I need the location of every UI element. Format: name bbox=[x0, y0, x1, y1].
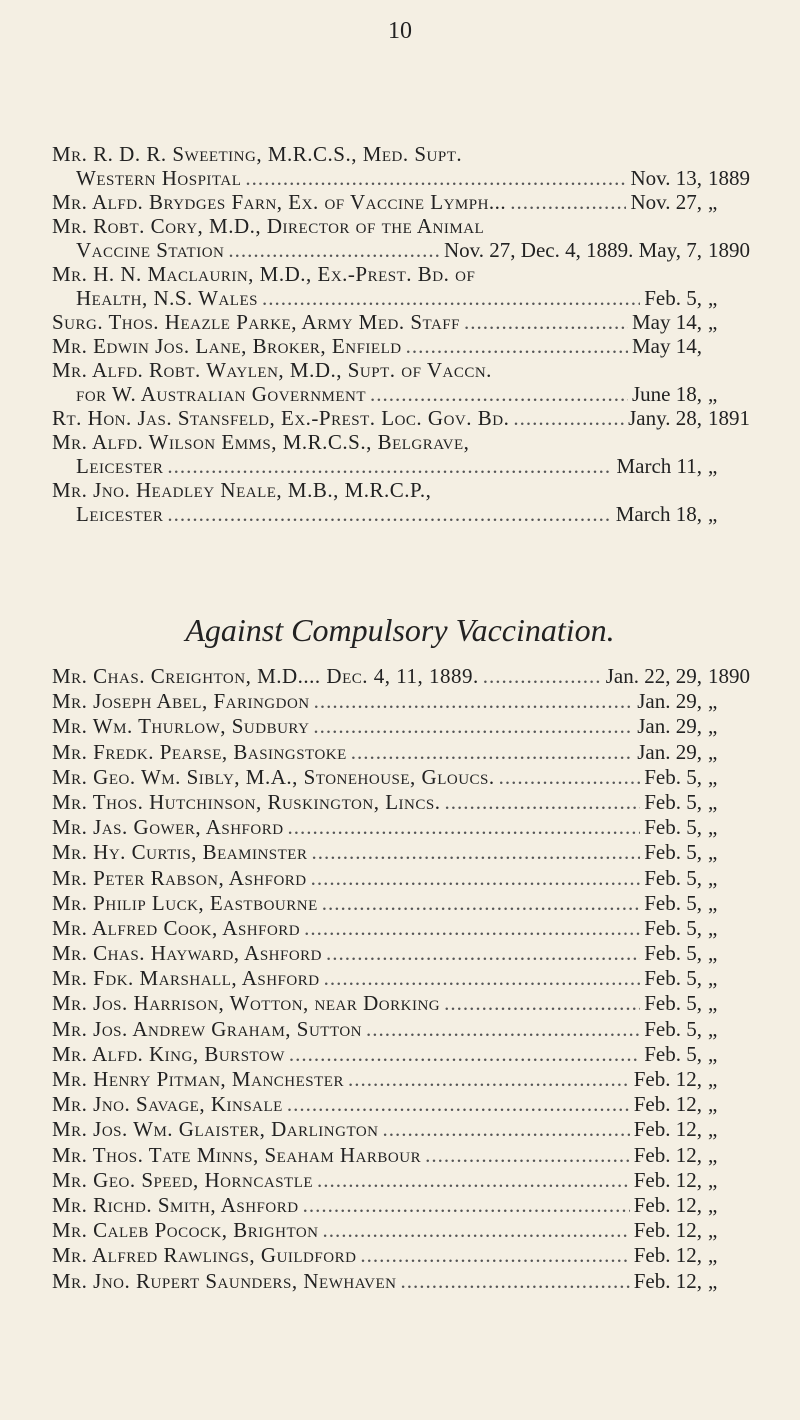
entry-line bbox=[52, 406, 772, 430]
entry-date: Feb. 12, bbox=[633, 1142, 702, 1167]
entry-date: Feb. 12, bbox=[633, 1243, 702, 1268]
entry-year: „ bbox=[708, 454, 718, 478]
entry-name: Mr. Alfd. King, Burstow bbox=[52, 1041, 285, 1066]
entry-date: Feb. 5, bbox=[644, 1041, 702, 1066]
entry-date: Feb. 12, bbox=[633, 1167, 702, 1192]
leader-dots bbox=[366, 1017, 640, 1041]
entry-line bbox=[52, 1269, 772, 1293]
list-item bbox=[52, 358, 772, 406]
entry-year: „ bbox=[708, 502, 718, 526]
page-number: 10 bbox=[388, 18, 412, 44]
leader-dots bbox=[228, 238, 440, 262]
entry-date: Jan. 29, bbox=[637, 714, 702, 739]
entry-date: Nov. 13, bbox=[630, 166, 702, 190]
leader-dots bbox=[326, 941, 640, 965]
entry-year: „ bbox=[708, 840, 718, 865]
leader-dots bbox=[289, 1042, 640, 1066]
entry-line bbox=[52, 334, 772, 358]
entry-name: Mr. Fredk. Pearse, Basingstoke bbox=[52, 739, 347, 764]
entry-year: „ bbox=[708, 991, 718, 1016]
entry-line bbox=[52, 815, 772, 839]
entry-line bbox=[52, 740, 772, 764]
entry-date: Feb. 5, bbox=[644, 941, 702, 966]
entry-line bbox=[52, 1067, 772, 1091]
entry-year: „ bbox=[708, 966, 718, 991]
vaccination-supporters-list bbox=[52, 142, 772, 526]
leader-dots bbox=[383, 1117, 630, 1141]
entry-year: „ bbox=[708, 1218, 718, 1243]
entry-name: Mr. Thos. Tate Minns, Seaham Harbour bbox=[52, 1142, 422, 1167]
entry-year: 1890 bbox=[708, 238, 750, 262]
entry-name: Health, N.S. Wales bbox=[76, 286, 258, 310]
entry-line bbox=[52, 941, 772, 965]
list-item bbox=[52, 740, 772, 765]
leader-dots bbox=[406, 334, 628, 358]
list-item bbox=[52, 214, 772, 262]
entry-name: Mr. Alfd. Brydges Farn, Ex. of Vaccine Lymph... bbox=[52, 190, 507, 214]
list-item bbox=[52, 714, 772, 739]
entry-name: for W. Australian Government bbox=[76, 382, 367, 406]
list-item bbox=[52, 1017, 772, 1042]
entry-line bbox=[52, 1117, 772, 1141]
entry-year: „ bbox=[708, 1243, 718, 1268]
entry-year: „ bbox=[708, 689, 718, 714]
entry-year: „ bbox=[708, 382, 718, 406]
list-item bbox=[52, 866, 772, 891]
entry-year: 1890 bbox=[708, 664, 750, 688]
leader-dots bbox=[304, 916, 640, 940]
entry-name: Mr. Jno. Rupert Saunders, Newhaven bbox=[52, 1268, 397, 1293]
entry-line bbox=[52, 1168, 772, 1192]
entry-date: Jan. 29, bbox=[637, 739, 702, 764]
entry-date: Feb. 5, bbox=[644, 1016, 702, 1041]
entry-date: Feb. 5, bbox=[644, 915, 702, 940]
entry-line bbox=[52, 664, 772, 688]
list-item bbox=[52, 815, 772, 840]
leader-dots bbox=[167, 502, 611, 526]
entry-year: „ bbox=[708, 1142, 718, 1167]
list-item bbox=[52, 1117, 772, 1142]
leader-dots bbox=[303, 1193, 630, 1217]
entry-line bbox=[52, 840, 772, 864]
entry-line bbox=[52, 991, 772, 1015]
entry-date: June 18, bbox=[632, 382, 702, 406]
entry-year: „ bbox=[708, 915, 718, 940]
entry-year: „ bbox=[708, 941, 718, 966]
entry-date: Feb. 12, bbox=[633, 1218, 702, 1243]
entry-year: „ bbox=[708, 1092, 718, 1117]
leader-dots bbox=[288, 815, 641, 839]
entry-line bbox=[52, 358, 772, 382]
entry-date: Feb. 5, bbox=[644, 840, 702, 865]
leader-dots bbox=[400, 1269, 629, 1293]
leader-dots bbox=[314, 689, 634, 713]
list-item bbox=[52, 664, 772, 689]
list-item bbox=[52, 790, 772, 815]
entry-date: May 14, bbox=[632, 334, 702, 358]
entry-name: Mr. Geo. Speed, Horncastle bbox=[52, 1167, 314, 1192]
entry-date: Feb. 5, bbox=[644, 815, 702, 840]
entry-name: Mr. Jno. Headley Neale, M.B., M.R.C.P., bbox=[52, 478, 432, 502]
entry-line bbox=[52, 891, 772, 915]
leader-dots bbox=[513, 406, 624, 430]
leader-dots bbox=[323, 1218, 630, 1242]
list-item bbox=[52, 142, 772, 190]
entry-line bbox=[52, 214, 772, 238]
entry-year: „ bbox=[708, 865, 718, 890]
entry-name: Mr. Fdk. Marshall, Ashford bbox=[52, 966, 320, 991]
entry-line bbox=[52, 190, 772, 214]
leader-dots bbox=[510, 190, 626, 214]
entry-year: 1891 bbox=[708, 406, 750, 430]
list-item bbox=[52, 1218, 772, 1243]
entry-year: „ bbox=[708, 1016, 718, 1041]
list-item bbox=[52, 891, 772, 916]
entry-line bbox=[52, 1042, 772, 1066]
entry-date: Feb. 5, bbox=[644, 966, 702, 991]
entry-date: Feb. 5, bbox=[644, 991, 702, 1016]
entry-name: Mr. Philip Luck, Eastbourne bbox=[52, 890, 318, 915]
entry-line bbox=[52, 286, 772, 310]
entry-name: Mr. Alfred Rawlings, Guildford bbox=[52, 1243, 357, 1268]
entry-date: Jan. 29, bbox=[637, 689, 702, 714]
entry-name: Mr. Robt. Cory, M.D., Director of the Animal bbox=[52, 214, 485, 238]
entry-name: Mr. Jos. Harrison, Wotton, near Dorking bbox=[52, 991, 441, 1016]
entry-line bbox=[52, 916, 772, 940]
entry-year: „ bbox=[708, 310, 718, 334]
list-item bbox=[52, 334, 772, 358]
list-item bbox=[52, 1143, 772, 1168]
entry-line bbox=[52, 1218, 772, 1242]
entry-name: Mr. Alfred Cook, Ashford bbox=[52, 915, 301, 940]
list-item bbox=[52, 310, 772, 334]
leader-dots bbox=[167, 454, 612, 478]
leader-dots bbox=[324, 966, 641, 990]
list-item bbox=[52, 941, 772, 966]
list-item bbox=[52, 916, 772, 941]
entry-year: „ bbox=[708, 1041, 718, 1066]
list-item bbox=[52, 190, 772, 214]
entry-line bbox=[52, 1092, 772, 1116]
entry-name: Mr. Jno. Savage, Kinsale bbox=[52, 1092, 283, 1117]
list-item bbox=[52, 689, 772, 714]
entry-line bbox=[52, 454, 772, 478]
leader-dots bbox=[311, 866, 641, 890]
leader-dots bbox=[322, 891, 640, 915]
leader-dots bbox=[287, 1092, 630, 1116]
entry-year: „ bbox=[708, 286, 718, 310]
entry-line bbox=[52, 689, 772, 713]
entry-name: Mr. Chas. Hayward, Ashford bbox=[52, 941, 323, 966]
entry-date: March 18, bbox=[615, 502, 702, 526]
list-item bbox=[52, 262, 772, 310]
list-item bbox=[52, 430, 772, 478]
leader-dots bbox=[444, 790, 640, 814]
entry-name: Mr. Wm. Thurlow, Sudbury bbox=[52, 714, 310, 739]
entry-year: „ bbox=[708, 1268, 718, 1293]
entry-date: Feb. 12, bbox=[633, 1067, 702, 1091]
entry-line bbox=[52, 382, 772, 406]
list-item bbox=[52, 840, 772, 865]
entry-date: Feb. 12, bbox=[633, 1192, 702, 1217]
entry-line bbox=[52, 866, 772, 890]
entry-line bbox=[52, 765, 772, 789]
entry-name: Mr. Peter Rabson, Ashford bbox=[52, 865, 307, 890]
entry-name: Mr. Jos. Wm. Glaister, Darlington bbox=[52, 1117, 379, 1142]
entry-year: „ bbox=[708, 739, 718, 764]
entry-year: „ bbox=[708, 890, 718, 915]
entry-date: Jan. 22, 29, bbox=[605, 664, 702, 688]
leader-dots bbox=[483, 664, 602, 688]
entry-name: Leicester bbox=[76, 502, 164, 526]
leader-dots bbox=[313, 714, 633, 738]
entry-year: „ bbox=[708, 190, 718, 214]
entry-date: Feb. 5, bbox=[644, 890, 702, 915]
leader-dots bbox=[370, 382, 628, 406]
list-item bbox=[52, 991, 772, 1016]
entry-year: „ bbox=[708, 1167, 718, 1192]
leader-dots bbox=[311, 840, 640, 864]
entry-year: „ bbox=[708, 815, 718, 840]
entry-line bbox=[52, 1017, 772, 1041]
entry-date: Feb. 5, bbox=[644, 764, 702, 789]
entry-name: Mr. Jas. Gower, Ashford bbox=[52, 815, 284, 840]
entry-name: Mr. Alfd. Wilson Emms, M.R.C.S., Belgrave, bbox=[52, 430, 470, 454]
entry-name: Mr. Geo. Wm. Sibly, M.A., Stonehouse, Gloucs. bbox=[52, 764, 495, 789]
entry-line bbox=[52, 714, 772, 738]
list-item bbox=[52, 765, 772, 790]
entry-line bbox=[52, 238, 772, 262]
entry-name: Vaccine Station bbox=[76, 238, 225, 262]
entry-name: Mr. Edwin Jos. Lane, Broker, Enfield bbox=[52, 334, 402, 358]
entry-name: Mr. Jos. Andrew Graham, Sutton bbox=[52, 1016, 363, 1041]
leader-dots bbox=[262, 286, 640, 310]
leader-dots bbox=[360, 1243, 629, 1267]
entry-date: Nov. 27, Dec. 4, 1889. May, 7, bbox=[444, 238, 702, 262]
entry-year: „ bbox=[708, 1117, 718, 1142]
leader-dots bbox=[245, 166, 626, 190]
entry-name: Surg. Thos. Heazle Parke, Army Med. Staff bbox=[52, 310, 460, 334]
list-item bbox=[52, 406, 772, 430]
entry-name: Mr. H. N. Maclaurin, M.D., Ex.-Prest. Bd. of bbox=[52, 262, 476, 286]
list-item bbox=[52, 478, 772, 526]
entry-line bbox=[52, 166, 772, 190]
entry-line bbox=[52, 430, 772, 454]
list-item bbox=[52, 966, 772, 991]
section-heading: Against Compulsory Vaccination. bbox=[185, 612, 615, 648]
entry-date: Nov. 27, bbox=[630, 190, 702, 214]
leader-dots bbox=[425, 1143, 630, 1167]
entry-date: Feb. 5, bbox=[644, 286, 702, 310]
leader-dots bbox=[444, 991, 640, 1015]
leader-dots bbox=[499, 765, 641, 789]
entry-name: Mr. Chas. Creighton, M.D.... Dec. 4, 11, 1889. bbox=[52, 664, 479, 688]
entry-line bbox=[52, 478, 772, 502]
entry-name: Mr. Alfd. Robt. Waylen, M.D., Supt. of Vaccn. bbox=[52, 358, 492, 382]
entry-name: Western Hospital bbox=[76, 166, 242, 190]
list-item bbox=[52, 1269, 772, 1294]
entry-line bbox=[52, 310, 772, 334]
list-item bbox=[52, 1042, 772, 1067]
entry-date: May 14, bbox=[632, 310, 702, 334]
entry-year: „ bbox=[708, 764, 718, 789]
entry-date: Feb. 5, bbox=[644, 865, 702, 890]
entry-date: March 11, bbox=[616, 454, 702, 478]
list-item bbox=[52, 1067, 772, 1092]
entry-line bbox=[52, 262, 772, 286]
entry-year: „ bbox=[708, 1192, 718, 1217]
entry-line bbox=[52, 1243, 772, 1267]
entry-line bbox=[52, 142, 772, 166]
entry-line bbox=[52, 790, 772, 814]
entry-line bbox=[52, 1143, 772, 1167]
leader-dots bbox=[317, 1168, 630, 1192]
entry-name: Mr. Thos. Hutchinson, Ruskington, Lincs. bbox=[52, 789, 441, 814]
leader-dots bbox=[348, 1067, 630, 1091]
entry-year: „ bbox=[708, 789, 718, 814]
entry-name: Mr. Caleb Pocock, Brighton bbox=[52, 1218, 319, 1243]
entry-name: Mr. Hy. Curtis, Beaminster bbox=[52, 840, 308, 865]
entry-date: Feb. 12, bbox=[633, 1092, 702, 1117]
entry-year: „ bbox=[708, 1067, 718, 1091]
entry-name: Mr. Joseph Abel, Faringdon bbox=[52, 689, 310, 714]
leader-dots bbox=[351, 740, 633, 764]
entry-year: „ bbox=[708, 714, 718, 739]
list-item bbox=[52, 1168, 772, 1193]
entry-name: Mr. R. D. R. Sweeting, M.R.C.S., Med. Supt. bbox=[52, 142, 463, 166]
entry-date: Feb. 12, bbox=[633, 1117, 702, 1142]
entry-line bbox=[52, 1193, 772, 1217]
compulsory-vaccination-opponents-list bbox=[52, 664, 772, 1294]
entry-name: Leicester bbox=[76, 454, 164, 478]
entry-line bbox=[52, 502, 772, 526]
leader-dots bbox=[464, 310, 628, 334]
entry-date: Feb. 5, bbox=[644, 789, 702, 814]
entry-date: Jany. 28, bbox=[628, 406, 702, 430]
list-item bbox=[52, 1193, 772, 1218]
list-item bbox=[52, 1243, 772, 1268]
entry-date: Feb. 12, bbox=[633, 1268, 702, 1293]
entry-name: Mr. Henry Pitman, Manchester bbox=[52, 1067, 344, 1091]
entry-name: Mr. Richd. Smith, Ashford bbox=[52, 1192, 299, 1217]
entry-year: 1889 bbox=[708, 166, 750, 190]
list-item bbox=[52, 1092, 772, 1117]
entry-line bbox=[52, 966, 772, 990]
entry-name: Rt. Hon. Jas. Stansfeld, Ex.-Prest. Loc. Gov. Bd. bbox=[52, 406, 510, 430]
